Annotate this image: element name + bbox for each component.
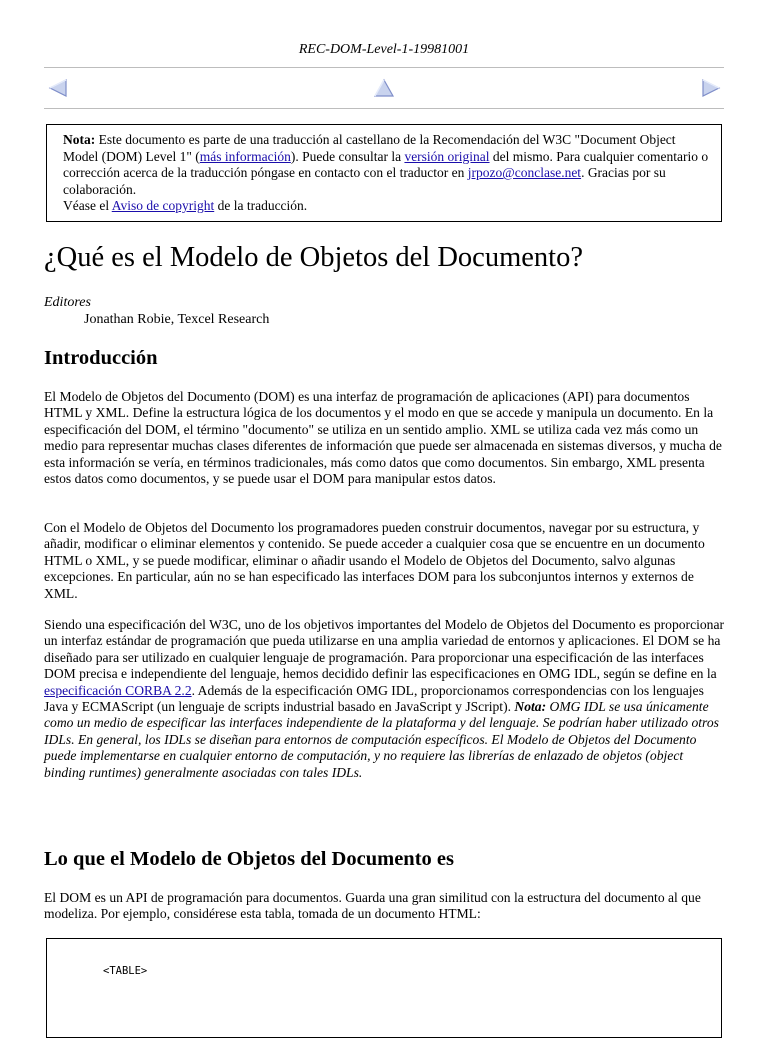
more-info-link[interactable]: más información	[199, 148, 291, 164]
copyright-link[interactable]: Aviso de copyright	[111, 198, 215, 213]
intro-paragraph-1: El Modelo de Objetos del Documento (DOM) es una interfaz de programación de aplicaciones (API) para documentos HTML y XML. Define la estructura lógica de los documentos y el modo en que se accede y manipula un documento. En la especificación del DOM, el término "documento" se utiliza en un sentido amplio. XML se utiliza cada vez más como un medio para representar muchas clases diferentes de información que puede ser almacenada en sistemas diversos, y mucha de esta información se vería, en términos tradicionales, más como datos que como documentos. Sin embargo, XML presenta estos datos como documentos, y se puede usar el DOM para manipular estos datos.	[44, 389, 722, 487]
note-text: del mismo. Para cualquier comentario o corrección acerca de la traducción póngase en contacto con el traductor en	[63, 148, 709, 180]
paragraph-text: . Además de la especificación OMG IDL, proporcionamos correspondencias con los lenguajes Java y ECMAScript (un lenguaje de scripts industrial basado en JavaScript y JScript).	[44, 682, 704, 715]
nav-bottom-rule	[44, 108, 724, 109]
translator-email-link[interactable]: jrpozo@conclase.net	[467, 165, 582, 180]
note-text: de la traducción.	[214, 198, 308, 213]
code-line: <TABLE>	[103, 965, 148, 977]
idl-note-label: Nota:	[514, 699, 547, 715]
paragraph-text: Siendo una especificación del W3C, uno de los objetivos importantes del Modelo de Objetos del Documento es proporcionar un interfaz estándar de programación que pueda utilizarse en una amplia variedad de entornos y aplicaciones. El DOM se ha diseñado para ser utilizado en cualquier lenguaje de programación. Para proporcionar una especificación de las interfaces DOM precisa e independiente del lenguaje, hemos decidido definir las especificaciones en OMG IDL, según se define en la	[44, 617, 725, 682]
triangle-left-icon[interactable]	[47, 77, 69, 99]
editor-name: Jonathan Robie, Texcel Research	[84, 312, 270, 327]
triangle-up-icon[interactable]	[373, 77, 395, 99]
note-label: Nota:	[63, 132, 96, 147]
note-text: ). Puede consultar la	[290, 148, 405, 164]
note-text: Este documento es parte de una traducción al castellano de la Recomendación del W3C "Document Object Model (DOM) Level 1" (	[63, 132, 676, 164]
intro-heading: Introducción	[44, 347, 158, 369]
page-title: ¿Qué es el Modelo de Objetos del Documento?	[44, 242, 583, 273]
editors-label: Editores	[44, 295, 91, 310]
triangle-right-icon[interactable]	[700, 77, 722, 99]
intro-paragraph-2: Con el Modelo de Objetos del Documento los programadores pueden construir documentos, navegar por su estructura, y añadir, modificar o eliminar elementos y contenido. Se puede acceder a cualquier cosa que se encuentre en un documento HTML o XML, y se puede modificar, eliminar o añadir usando el Modelo de Objetos del Documento, salvo algunas excepciones. En particular, aún no se han especificado las interfaces DOM para los subconjuntos internos y externos de XML.	[44, 520, 705, 601]
running-head: REC-DOM-Level-1-19981001	[298, 42, 470, 57]
top-rule	[44, 67, 724, 68]
corba-spec-link[interactable]: especificación CORBA 2.2	[44, 682, 192, 698]
note-text: . Gracias por su colaboración.	[63, 165, 666, 197]
translation-note-box	[46, 124, 722, 222]
what-is-paragraph: El DOM es un API de programación para documentos. Guarda una gran similitud con la estructura del documento al que modeliza. Por ejemplo, considérese esta tabla, tomada de un documento HTML:	[44, 890, 701, 922]
code-example-box	[46, 938, 722, 1038]
intro-paragraph-3	[44, 617, 728, 781]
idl-note-text: OMG IDL se usa únicamente como un medio de especificar las interfaces independiente de la plataforma y del lenguaje. Se podrían haber utilizado otros IDLs. En general, los IDLs se diseñan para entornos de computación específicos. El Modelo de Objetos del Documento puede implementarse en cualquier entorno de computación, y no requiere las librerías de enlazado de objetos (object binding runtimes) generalmente asociadas con tales IDLs.	[44, 699, 719, 780]
note-text: Véase el	[63, 198, 112, 213]
what-is-heading: Lo que el Modelo de Objetos del Documento es	[44, 848, 454, 870]
original-version-link[interactable]: versión original	[404, 148, 490, 164]
